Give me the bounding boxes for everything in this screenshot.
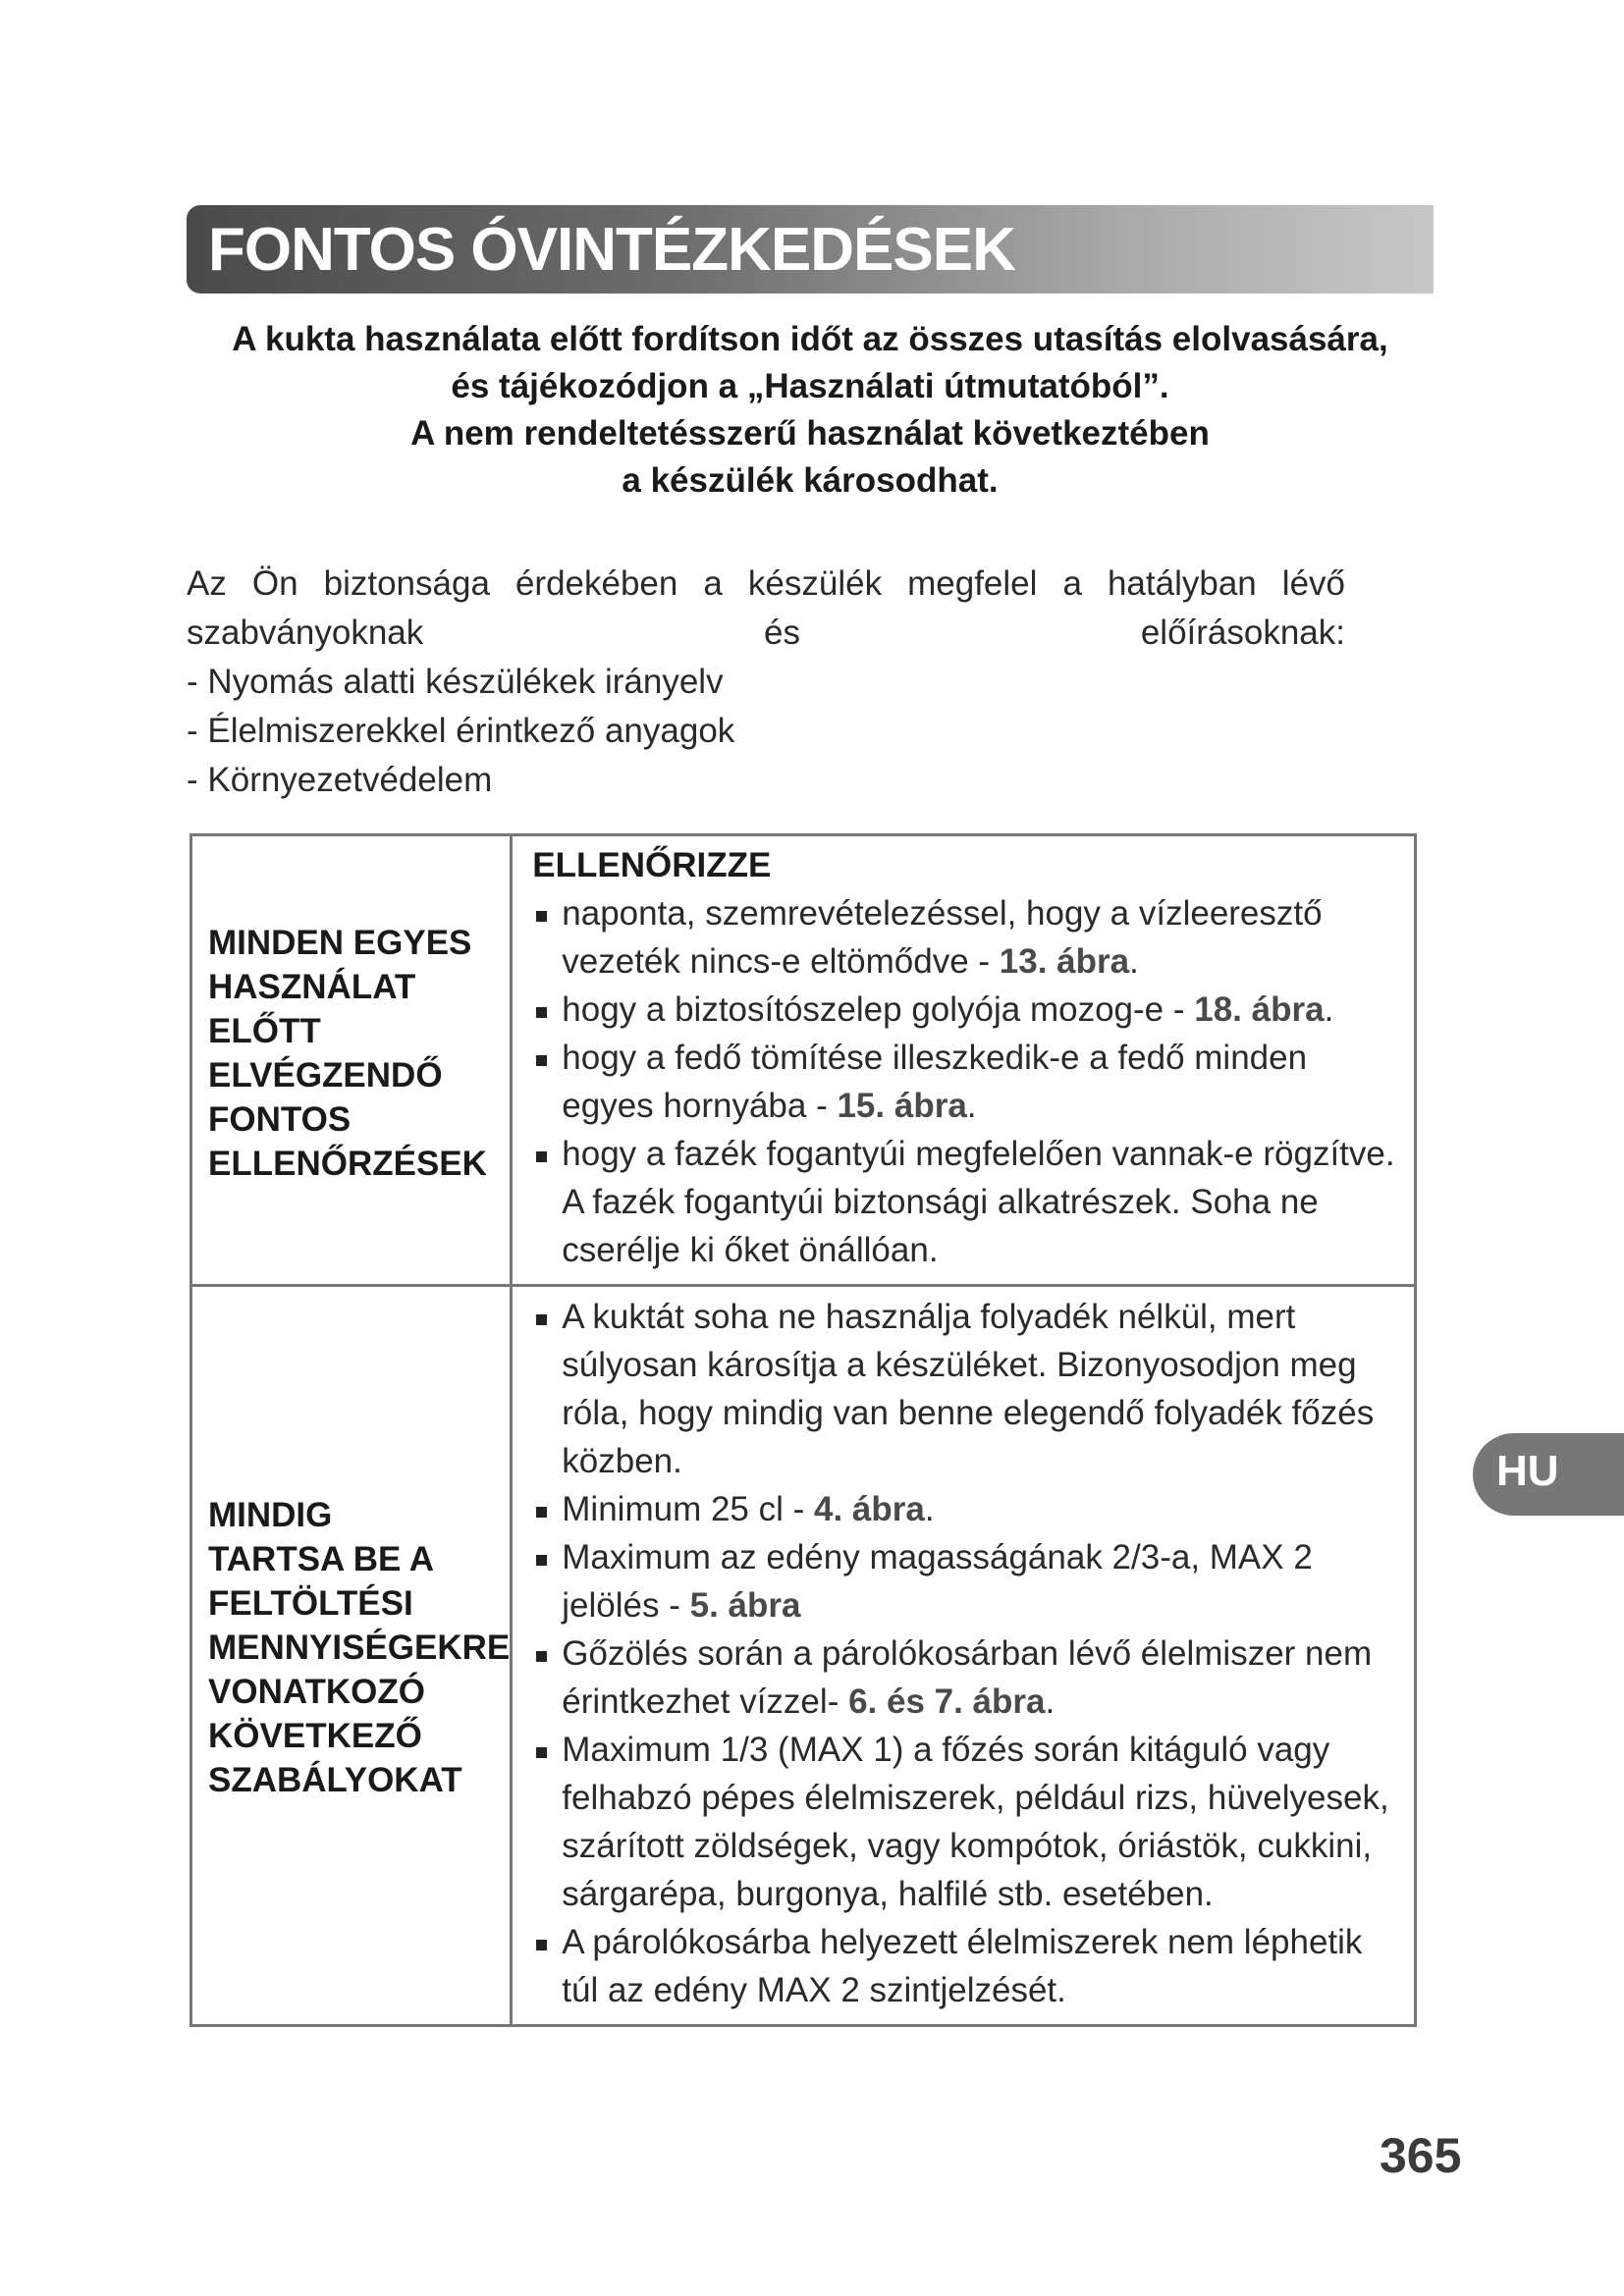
bullet-text: naponta, szemrevételezéssel, hogy a vízleeresztő vezeték nincs-e eltömődve (562, 894, 1323, 981)
bullet-square-icon (536, 1651, 547, 1662)
row-label-line: MINDEN EGYES (208, 924, 472, 962)
bullet-square-icon (536, 1555, 547, 1566)
intro-line: a készülék károsodhat. (622, 461, 999, 500)
row-label-line: MENNYISÉGEKRE (208, 1629, 511, 1667)
list-item (532, 1918, 1406, 2014)
bullet-sep: - (968, 942, 1000, 981)
safety-item: - Környezetvédelem (187, 761, 493, 799)
row-label-cell (191, 835, 512, 1286)
bullet-square-icon (536, 1940, 547, 1950)
bullet-end: . (1045, 1682, 1056, 1721)
list-item (532, 1130, 1406, 1274)
figure-ref: 4. ábra (814, 1490, 925, 1528)
bullet-sep: - (806, 1087, 838, 1125)
section-title-banner (187, 205, 1434, 294)
figure-ref: 15. ábra (837, 1087, 967, 1125)
row-label-line: FELTÖLTÉSI (208, 1584, 413, 1623)
bullet-square-icon (536, 1007, 547, 1018)
bullet-sep: - (659, 1586, 690, 1625)
figure-ref: 18. ábra (1194, 990, 1325, 1029)
row-label-line: FONTOS (208, 1100, 352, 1139)
page-number: 365 (1380, 2128, 1462, 2183)
row-label-cell (191, 1286, 512, 2026)
row-label-line: ELVÉGZENDŐ (208, 1056, 443, 1095)
language-tab (1473, 1433, 1624, 1516)
row-content-cell (512, 1286, 1416, 2026)
row-label-line: HASZNÁLAT (208, 968, 416, 1006)
fill-rule-list (532, 1293, 1406, 2014)
safety-item: - Nyomás alatti készülékek irányelv (187, 663, 724, 701)
bullet-text: A párolókosárba helyezett élelmiszerek nem léphetik túl az edény MAX 2 szintjelzését. (562, 1923, 1363, 2009)
intro-warning (187, 316, 1434, 505)
list-item (532, 1034, 1406, 1130)
bullet-sep: - (1164, 990, 1195, 1029)
row-label-line: KÖVETKEZŐ (208, 1717, 422, 1755)
row-label (208, 1287, 510, 1802)
row-label (208, 836, 510, 1186)
safety-sentence: Az Ön biztonsága érdekében a készülék megfelel a hatályban lévő szabványoknak és előírásoknak: (187, 564, 1345, 652)
list-item (532, 1629, 1406, 1726)
table-row-fill-rules (191, 1286, 1416, 2026)
intro-line: A nem rendeltetésszerű használat következtében (410, 414, 1210, 453)
bullet-square-icon (536, 1747, 547, 1758)
figure-ref: 5. ábra (689, 1586, 801, 1625)
check-heading: ELLENŐRIZZE (532, 846, 772, 884)
bullet-end: . (924, 1490, 935, 1528)
list-item (532, 1726, 1406, 1918)
bullet-sep: - (827, 1682, 849, 1721)
bullet-square-icon (536, 1507, 547, 1518)
section-title: FONTOS ÓVINTÉZKEDÉSEK (208, 216, 1015, 284)
figure-ref: 6. és 7. ábra (848, 1682, 1046, 1721)
row-label-line: VONATKOZÓ (208, 1673, 426, 1711)
row-label-line: ELLENŐRZÉSEK (208, 1145, 487, 1183)
row-content-cell (512, 835, 1416, 1286)
check-list (532, 889, 1406, 1274)
bullet-end: . (1324, 990, 1334, 1029)
bullet-text: hogy a fazék fogantyúi megfelelően vannak-e rögzítve. A fazék fogantyúi biztonsági alkatrészek. Soha ne cserélje ki őket önállóan. (562, 1135, 1395, 1269)
intro-line: és tájékozódjon a „Használati útmutatóból”. (451, 367, 1169, 405)
row-label-line: SZABÁLYOKAT (208, 1761, 462, 1799)
bullet-text: hogy a biztosítószelep golyója mozog-e (562, 990, 1164, 1029)
figure-ref: 13. ábra (999, 942, 1130, 981)
row-label-line: ELŐTT (208, 1012, 321, 1050)
bullet-square-icon (536, 1314, 547, 1325)
row-label-line: TARTSA BE A (208, 1540, 435, 1578)
row-label-line: MINDIG (208, 1496, 333, 1534)
list-item (532, 889, 1406, 986)
bullet-end: . (966, 1087, 977, 1125)
bullet-text: Maximum az edény magasságának 2/3-a, MAX 2 jelölés (562, 1538, 1313, 1625)
bullet-text: Gőzölés során a párolókosárban lévő élelmiszer nem érintkezhet vízzel (562, 1634, 1373, 1721)
bullet-end: . (1129, 942, 1139, 981)
bullet-square-icon (536, 911, 547, 922)
bullet-text: Minimum 25 cl (562, 1490, 784, 1528)
intro-line: A kukta használata előtt fordítson időt az összes utasítás elolvasására, (232, 320, 1388, 358)
list-item (532, 986, 1406, 1034)
table-row-daily-checks (191, 835, 1416, 1286)
bullet-text: A kuktát soha ne használja folyadék nélkül, mert súlyosan károsítja a készüléket. Bizonyosodjon meg róla, hogy mindig van benne elegendő folyadék főzés közben. (562, 1298, 1375, 1480)
bullet-text: Maximum 1/3 (MAX 1) a főzés során kitáguló vagy felhabzó pépes élelmiszerek, például rizs, hüvelyesek, szárított zöldségek, vagy kompótok, óriástök, cukkini, sárgarépa, burgonya, halfilé stb. esetében. (562, 1731, 1389, 1913)
safety-paragraph (187, 560, 1345, 805)
bullet-square-icon (536, 1151, 547, 1162)
rules-table (189, 833, 1417, 2027)
bullet-square-icon (536, 1055, 547, 1066)
language-code: HU (1496, 1447, 1559, 1495)
list-item (532, 1293, 1406, 1485)
bullet-text: hogy a fedő tömítése illeszkedik-e a fedő minden egyes hornyába (562, 1039, 1308, 1125)
list-item (532, 1485, 1406, 1533)
safety-item: - Élelmiszerekkel érintkező anyagok (187, 712, 735, 750)
bullet-sep: - (783, 1490, 814, 1528)
list-item (532, 1533, 1406, 1629)
